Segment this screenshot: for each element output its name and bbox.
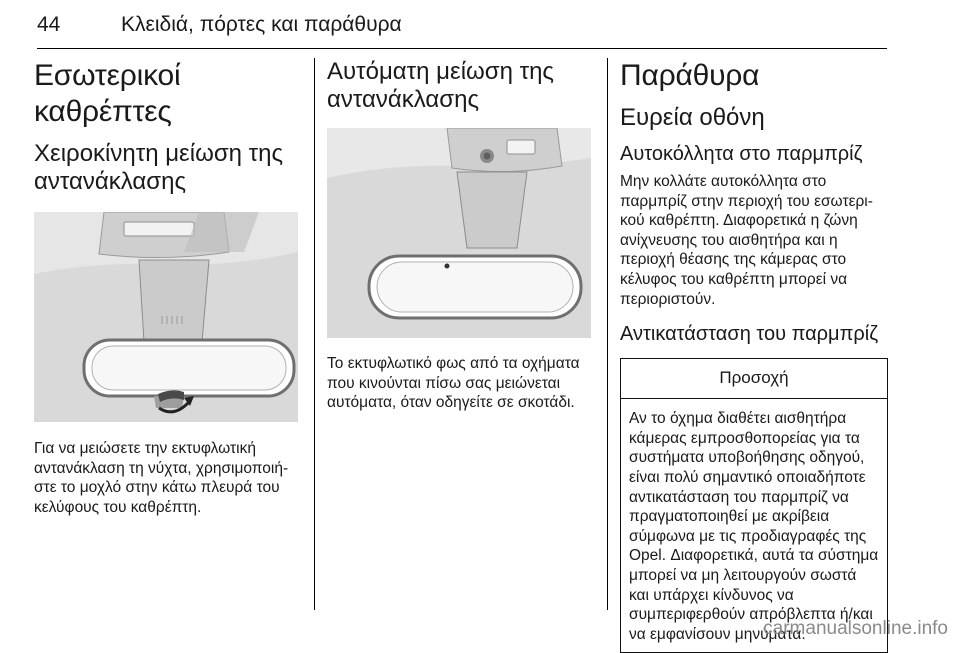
subsection-title-manual-dimming: Χειροκίνητη μείωση της αντανάκλασης — [34, 140, 284, 195]
caution-title: Προσοχή — [621, 359, 887, 399]
heading-windscreen-replacement: Αντικατάσταση του παρμπρίζ — [620, 323, 879, 346]
section-title-windows: Παράθυρα — [620, 59, 760, 92]
auto-dimming-mirror-illustration — [327, 128, 591, 338]
header-divider — [37, 48, 887, 49]
mirror-lever-illustration — [34, 212, 298, 422]
figure-automatic-dimming-mirror — [327, 128, 591, 338]
column-divider-1 — [314, 58, 315, 610]
chapter-title: Κλειδιά, πόρτες και παράθυρα — [121, 13, 402, 36]
page-header — [37, 3, 887, 45]
page-number: 44 — [37, 13, 61, 36]
column-divider-2 — [607, 58, 608, 610]
section-title-interior-mirrors: Εσωτερικοί καθρέπτες — [34, 59, 181, 128]
subsection-title-automatic-dimming: Αυτόματη μείωση της αντανάκλασης — [327, 58, 554, 113]
figure-manual-dimming-mirror — [34, 212, 298, 422]
caution-notice — [620, 358, 888, 653]
subsection-title-windscreen: Ευρεία οθόνη — [620, 104, 765, 131]
automatic-dimming-text: Το εκτυφλωτικό φως από τα οχήματα που κινούνται πίσω σας μειώνεται αυτόματα, όταν οδηγείτε σε σκοτάδι. — [327, 355, 580, 412]
manual-dimming-text: Για να μειώσετε την εκτυφλωτική αντανάκλαση τη νύχτα, χρησιμοποιήστε το μοχλό στην κάτω πλευρά του κελύφους του καθρέπτη. — [34, 440, 289, 516]
column-windows — [620, 58, 888, 653]
watermark: carmanualsonline.info — [763, 618, 948, 639]
column-interior-mirrors — [34, 58, 302, 517]
heading-windscreen-stickers: Αυτοκόλλητα στο παρμπρίζ — [620, 143, 863, 165]
caution-text: Αν το όχημα διαθέτει αισθητήρα κάμερας εμπροσθοπορείας για τα συστήματα υποβοήθησης οδηγού, είναι πολύ σημαντικό οποιαδήποτε αντικατάσταση του παρμπρίζ να πραγματοποιηθεί με ακρίβεια σύμφωνα με τις προδιαγραφές της Opel. Διαφορετικά, αυτά τα σύστημα μπορεί να μη λειτουργούν σωστά και υπάρχει κίνδυνος να συμπεριφερθούν απρόβλεπτα ή/και να εμφανίσουν μηνύματα. — [629, 410, 879, 643]
windscreen-stickers-text: Μην κολλάτε αυτοκόλλητα στο παρμπρίζ στην περιοχή του εσωτερικού καθρέπτη. Διαφορετικά η ζώνη ανίχνευσης του αισθητήρα και η περιοχή θέασης της κάμερας στο κέλυφος του καθρέπτη μπορεί να περιοριστούν. — [620, 173, 873, 308]
column-automatic-dimming — [327, 58, 595, 413]
